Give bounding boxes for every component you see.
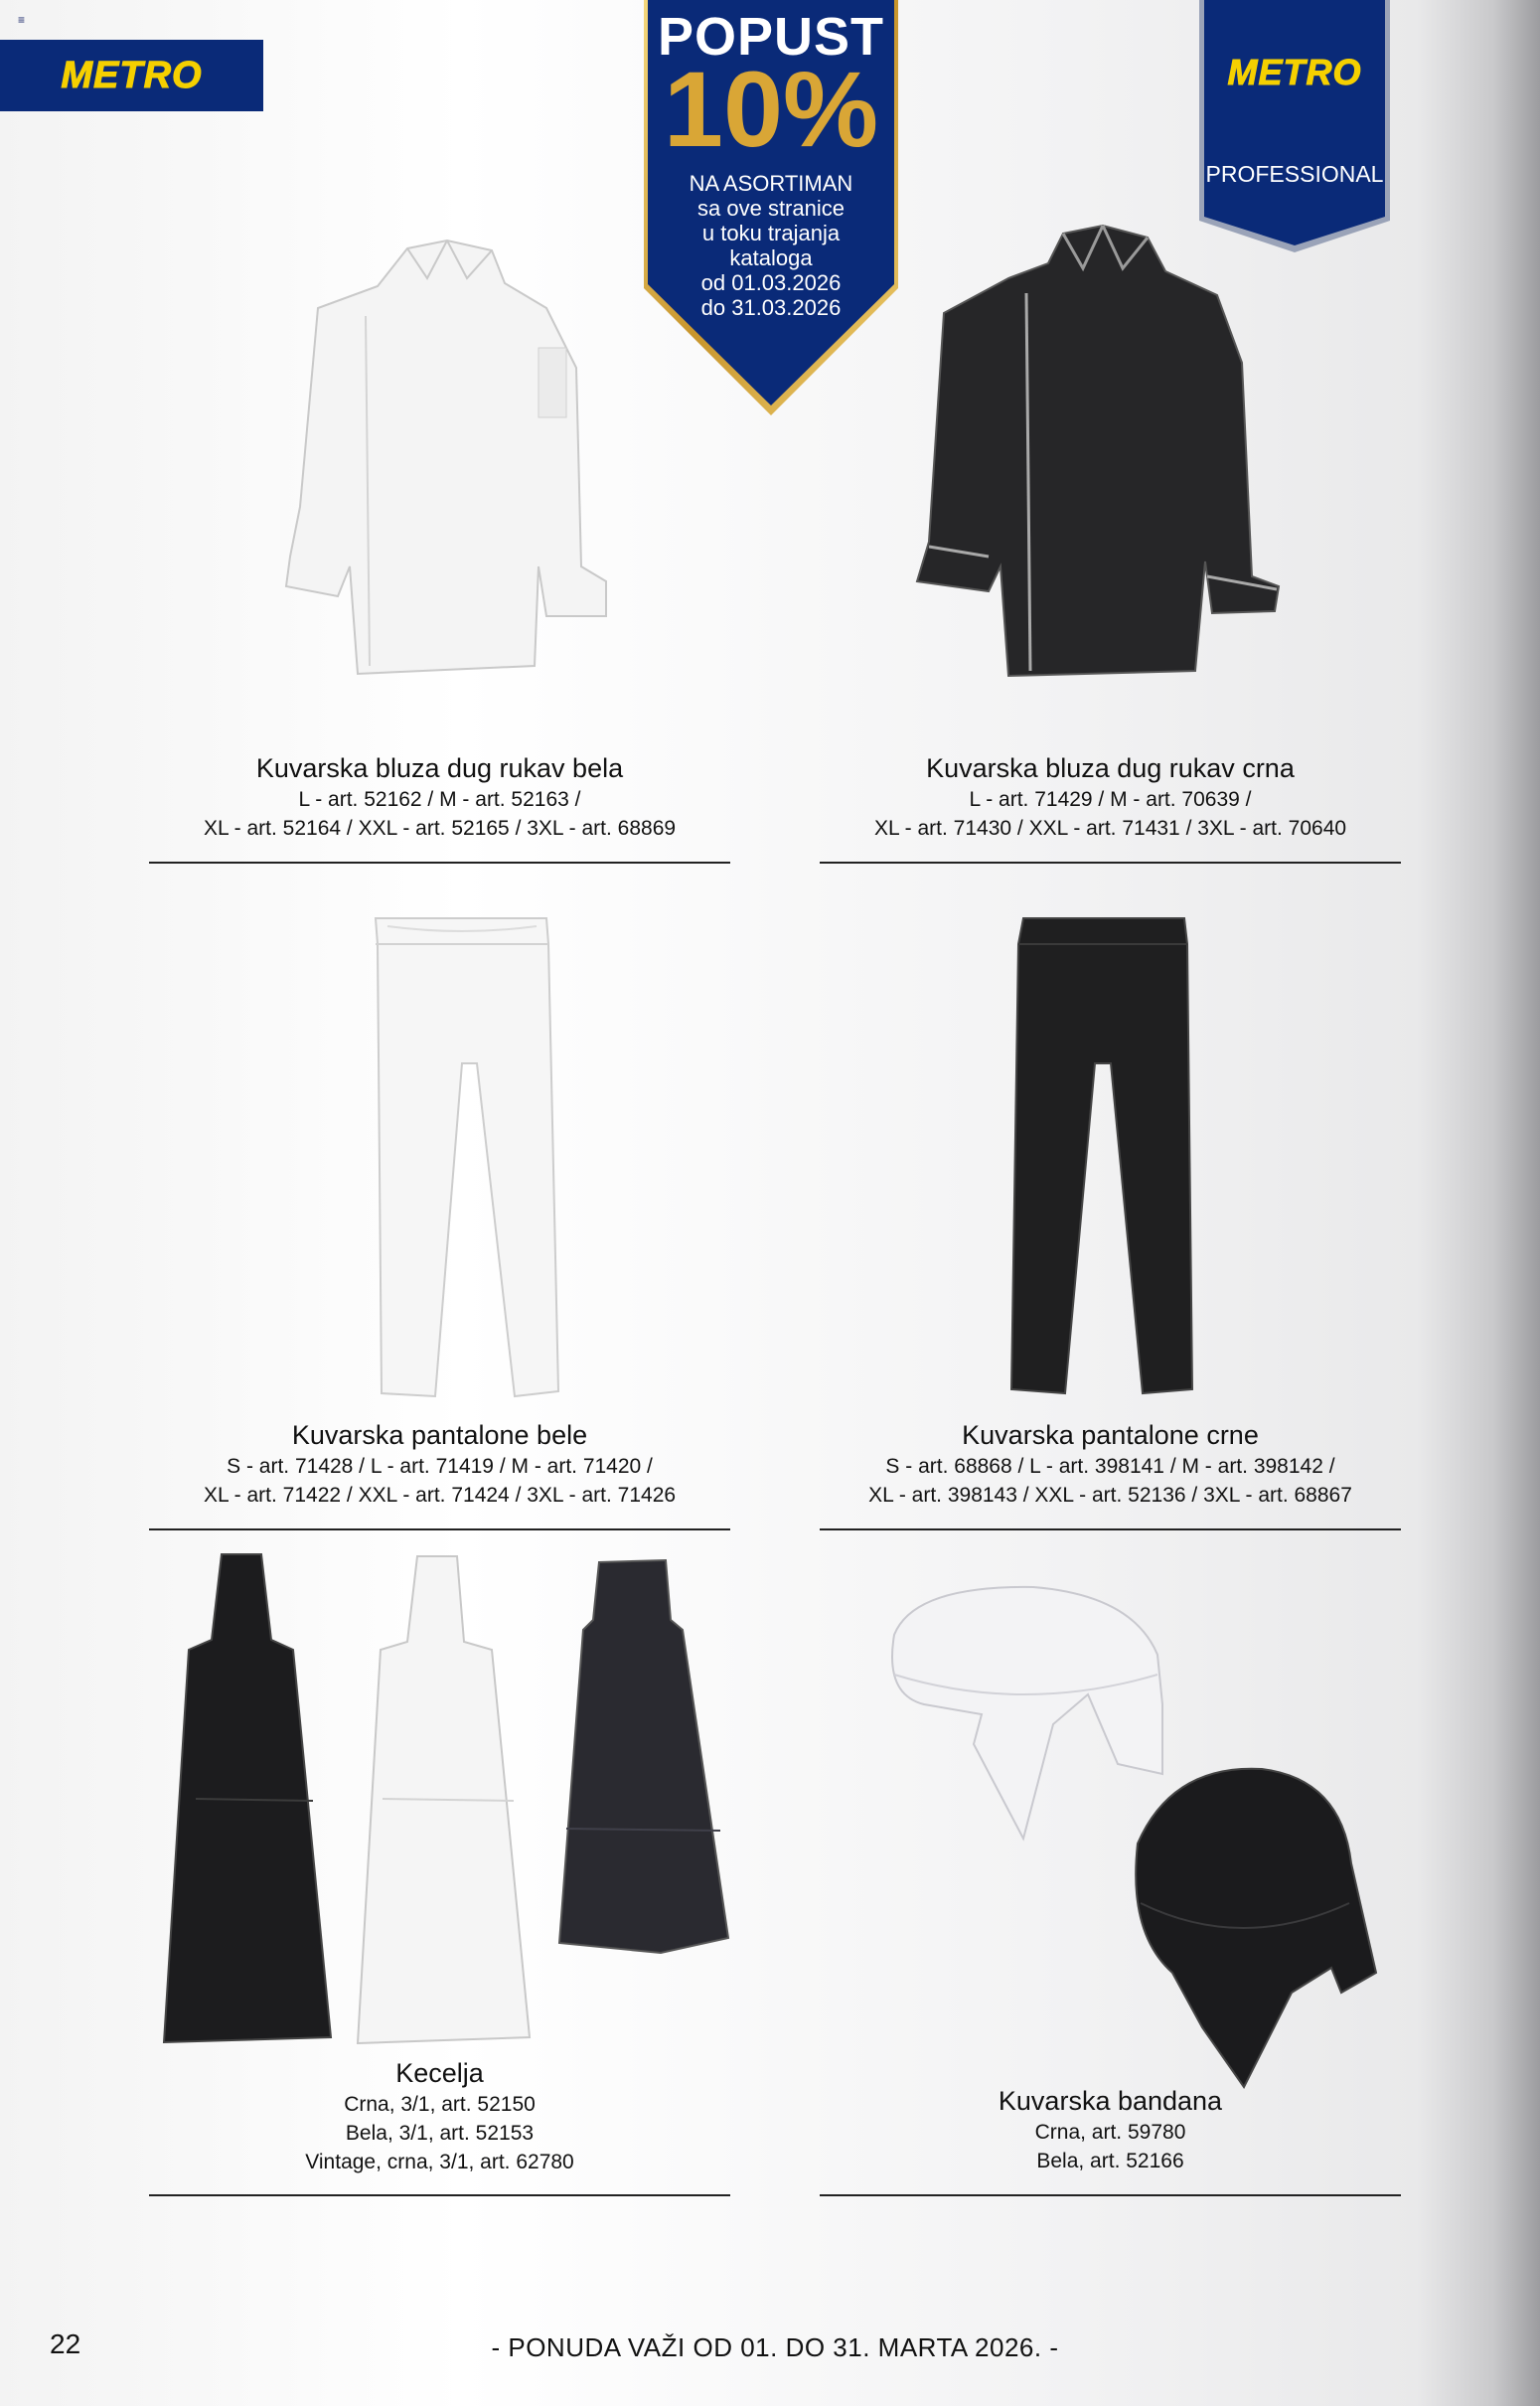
divider [820,1528,1401,1530]
product-detail-line: Vintage, crna, 3/1, art. 62780 [305,2151,574,2173]
white-trousers-image [368,914,561,1401]
divider [820,862,1401,864]
white-chef-jacket-image [278,239,616,681]
product-caption [820,1419,1401,1510]
promo-line: do 31.03.2026 [700,295,842,320]
product-detail-line: Bela, art. 52166 [1036,2150,1184,2172]
product-detail-line: Crna, 3/1, art. 52150 [344,2093,536,2116]
product-detail-line: L - art. 52162 / M - art. 52163 / [298,788,581,811]
product-detail-line: Crna, art. 59780 [1034,2121,1186,2144]
product-title: Kuvarska bluza dug rukav bela [255,753,624,783]
product-detail-line: Bela, 3/1, art. 52153 [345,2122,535,2145]
metro-logo-left [0,40,263,111]
product-caption [149,2057,730,2176]
menu-icon[interactable]: ≡ [18,13,26,27]
product-caption [149,1419,730,1510]
product-caption [820,2085,1401,2175]
product-detail-line: L - art. 71429 / M - art. 70639 / [969,788,1252,811]
metro-logo-text: METRO [1227,52,1362,92]
product-detail-line: XL - art. 52164 / XXL - art. 52165 / 3XL - art. 68869 [203,817,677,840]
product-title: Kuvarska bluza dug rukav crna [926,753,1295,783]
metro-logo-text: METRO [61,54,203,96]
promo-line: NA ASORTIMAN [689,171,853,196]
bandanas-image [874,1575,1381,2092]
black-trousers-image [1003,914,1197,1401]
product-detail-line: XL - art. 71422 / XXL - art. 71424 / 3XL - art. 71426 [203,1484,677,1507]
product-title: Kuvarska pantalone bele [291,1420,588,1450]
metro-professional-shape [1199,0,1390,252]
promo-line: u toku trajanja [701,221,841,245]
product-title: Kuvarska pantalone crne [962,1420,1259,1450]
product-detail-line: S - art. 68868 / L - art. 398141 / M - art. 398142 / [885,1455,1335,1478]
page-number: 22 [50,2328,81,2359]
metro-professional-badge [1199,0,1390,252]
divider [149,2194,730,2196]
promo-line: kataloga [729,245,813,270]
aprons-image [154,1550,730,2047]
promo-badge [644,0,898,415]
divider [820,2194,1401,2196]
product-title: Kuvarska bandana [998,2086,1223,2116]
black-chef-jacket-image [909,224,1287,681]
product-caption [149,752,730,843]
product-title: Kecelja [395,2058,484,2088]
promo-percent: 10% [663,49,879,169]
divider [149,1528,730,1530]
professional-label: PROFESSIONAL [1205,161,1384,187]
product-detail-line: S - art. 71428 / L - art. 71419 / M - art. 71420 / [227,1455,653,1478]
promo-line: sa ove stranice [697,196,845,221]
offer-validity-footer: - PONUDA VAŽI OD 01. DO 31. MARTA 2026. - [491,2332,1059,2362]
divider [149,862,730,864]
product-detail-line: XL - art. 71430 / XXL - art. 71431 / 3XL - art. 70640 [873,817,1347,840]
promo-title: POPUST [657,7,885,67]
product-detail-line: XL - art. 398143 / XXL - art. 52136 / 3XL - art. 68867 [868,1484,1352,1507]
product-caption [820,752,1401,843]
promo-line: od 01.03.2026 [700,270,842,295]
promo-lines [644,171,898,320]
